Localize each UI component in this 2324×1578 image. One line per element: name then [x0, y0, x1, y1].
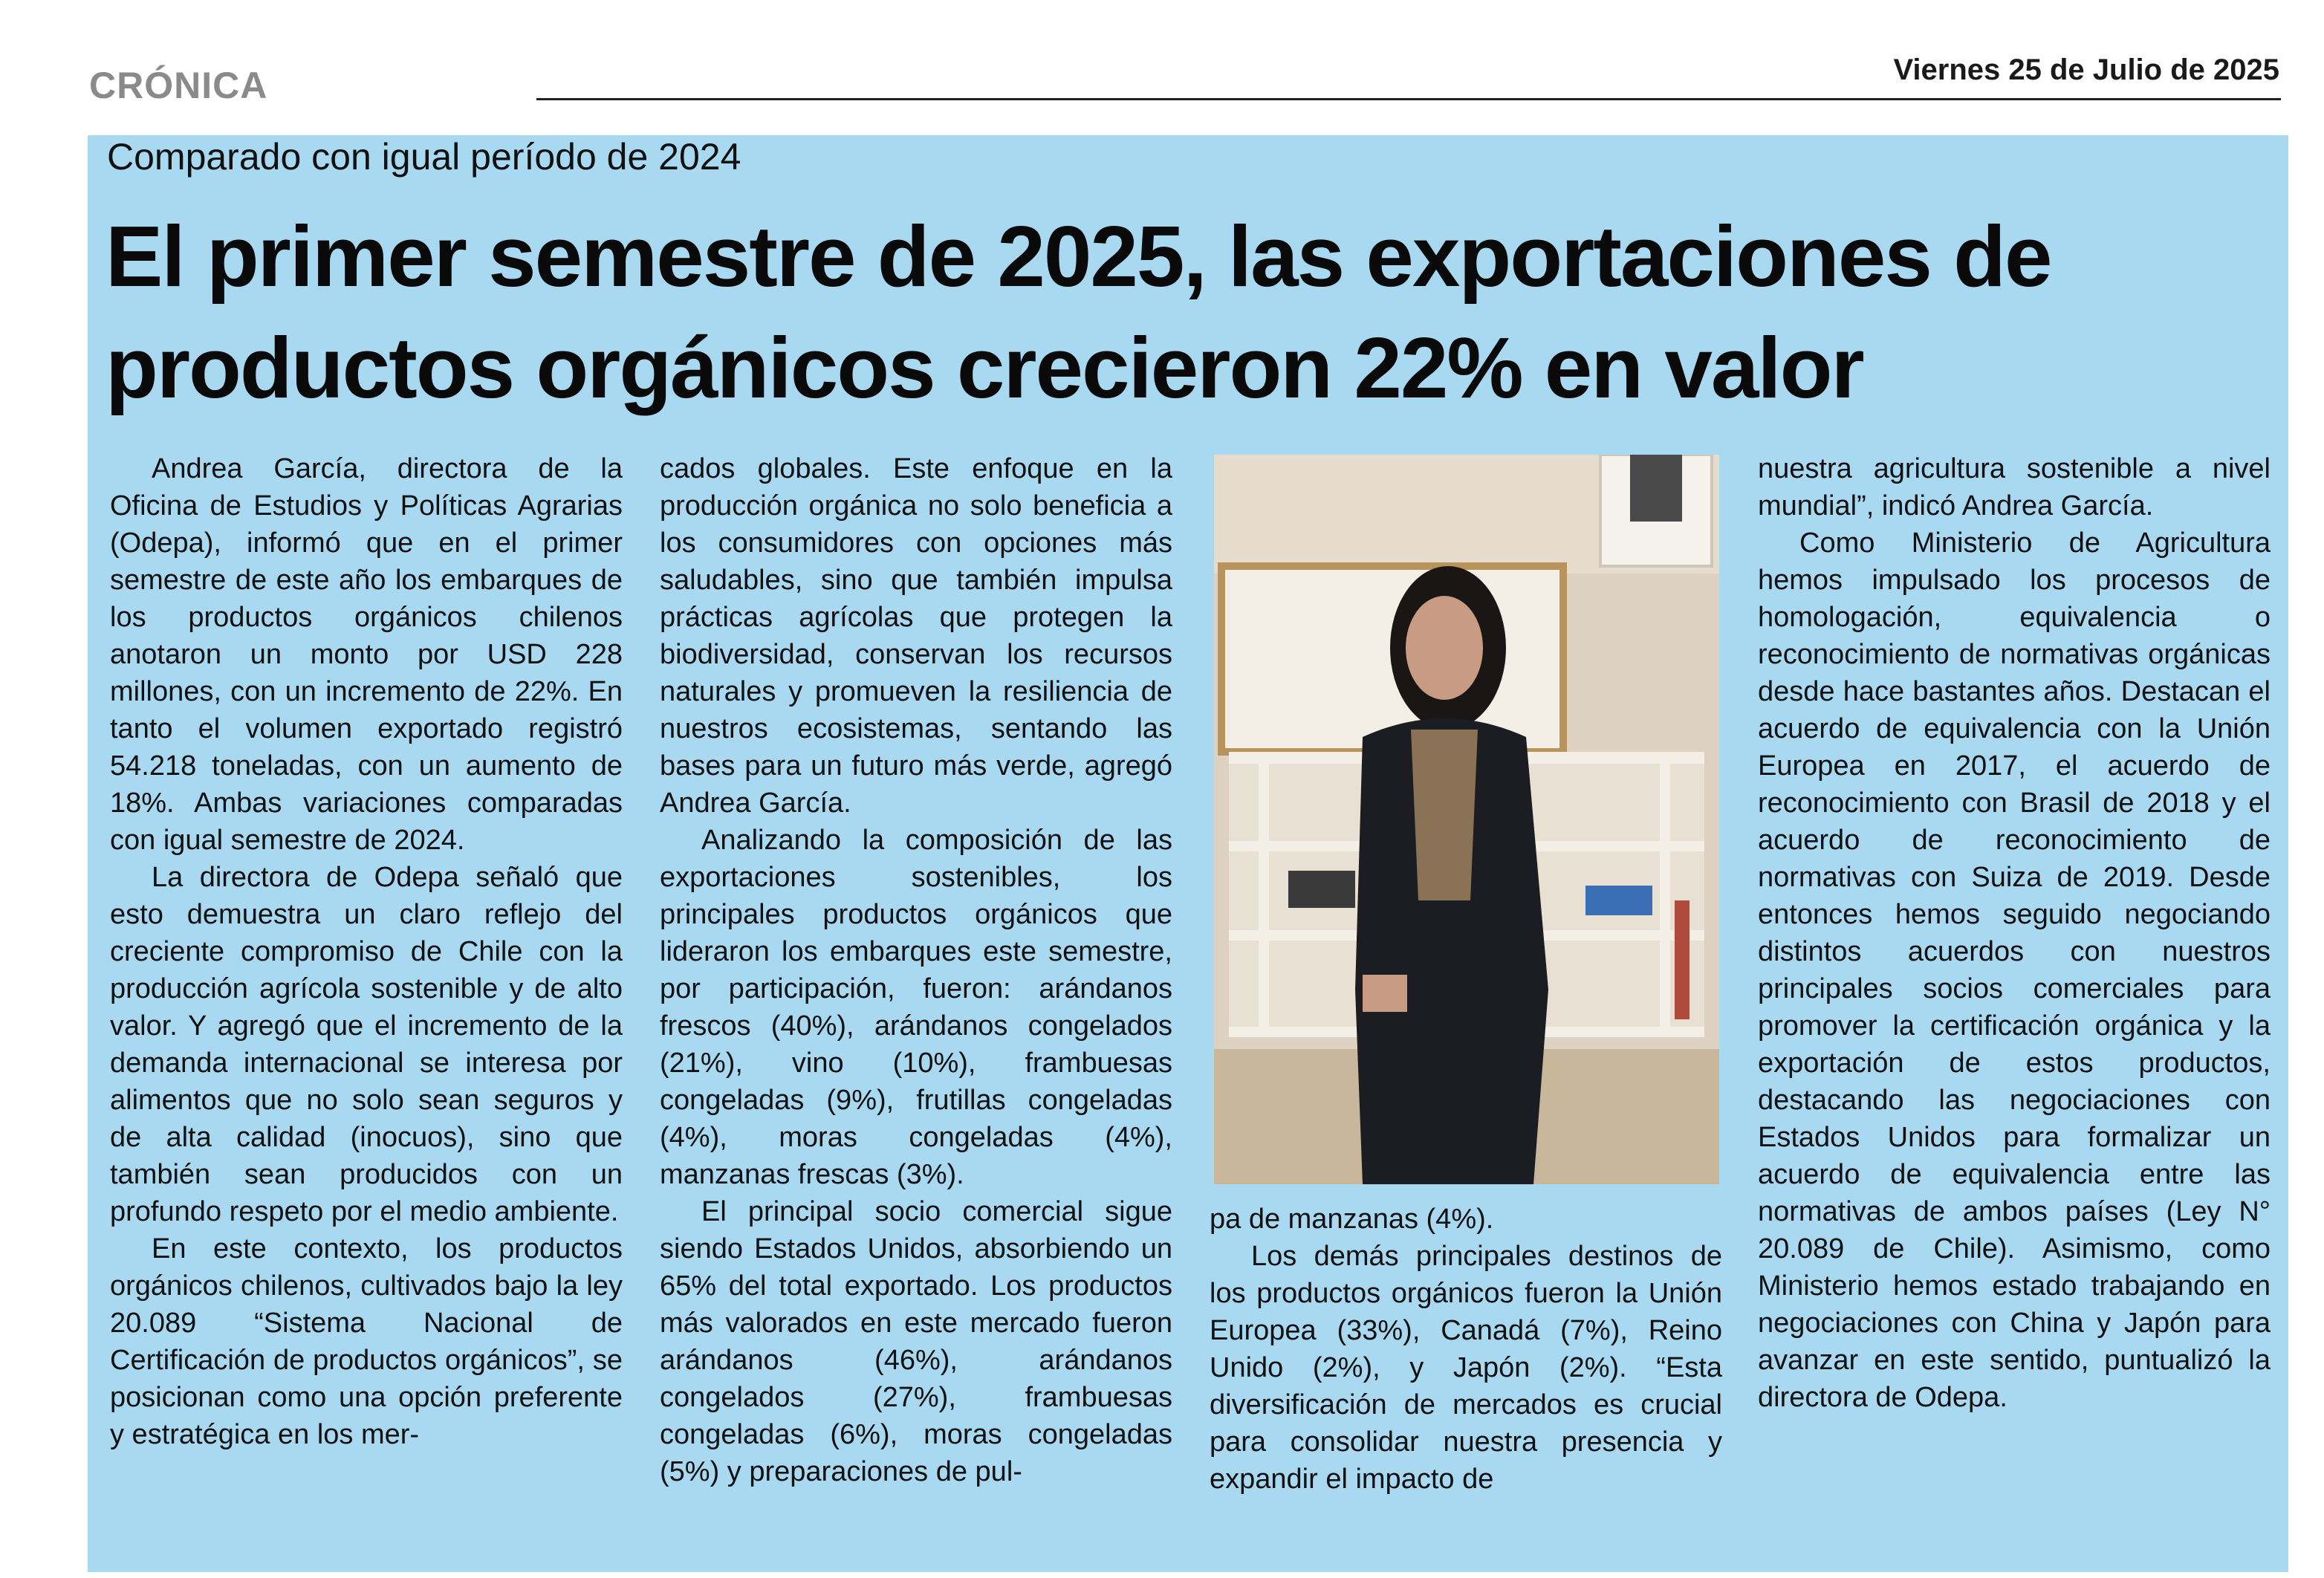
article-kicker: Comparado con igual período de 2024	[107, 136, 741, 178]
col2-paragraph-3: El principal socio comercial sigue siendo Estados Unidos, absorbiendo un 65% del total exportado. Los productos más valorados en este mercado fueron arándanos (46%), arándanos congelados (27%), frambuesas congeladas (6%), moras congeladas (5%) y preparaciones de pul-	[660, 1196, 1172, 1487]
col2-paragraph-2: Analizando la composición de las exportaciones sostenibles, los principales productos orgánicos que lideraron los embarques este semestre, por participación, fueron: arándanos frescos (40%), arándanos congelados (21%), vino (10%), frambuesas congeladas (9%), frutillas congeladas (4%), moras congeladas (4%), manzanas frescas (3%).	[660, 825, 1172, 1190]
column-2	[660, 450, 1172, 1490]
col1-paragraph-2: La directora de Odepa señaló que esto demuestra un claro reflejo del creciente compromiso de Chile con la producción agrícola sostenible y de alto valor. Y agregó que el incremento de la demanda internacional se interesa por alimentos que no solo sean seguros y de alta calidad (inocuos), sino que también sean producidos con un profundo respeto por el medio ambiente.	[110, 862, 623, 1227]
col2-paragraph-1: cados globales. Este enfoque en la producción orgánica no solo beneficia a los consumidores con opciones más saludables, sino que también impulsa prácticas agrícolas que protegen la biodiversidad, conservan los recursos naturales y promueven la resiliencia de nuestros ecosistemas, sentando las bases para un futuro más verde, agregó Andrea García.	[660, 453, 1172, 819]
col4-paragraph-1: nuestra agricultura sostenible a nivel mundial”, indicó Andrea García.	[1758, 453, 2271, 522]
headline-line-1: El primer semestre de 2025, las exportaciones de	[106, 208, 2051, 305]
header-rule	[536, 98, 2281, 100]
headline-line-2: productos orgánicos crecieron 22% en valor	[106, 319, 1863, 416]
section-label: CRÓNICA	[89, 65, 268, 106]
column-3	[1210, 1201, 1722, 1498]
col1-paragraph-1: Andrea García, directora de la Oficina de Estudios y Políticas Agrarias (Odepa), informó que en el primer semestre de este año los embarques de los productos orgánicos chilenos anotaron un monto por USD 228 millones, con un incremento de 22%. En tanto el volumen exportado registró 54.218 toneladas, con un aumento de 18%. Ambas variaciones comparadas con igual semestre de 2024.	[110, 453, 623, 856]
article-photo	[1214, 455, 1719, 1184]
col1-paragraph-3: En este contexto, los productos orgánicos chilenos, cultivados bajo la ley 20.089 “Sistema Nacional de Certificación de productos orgánicos”, se posicionan como una opción preferente y estratégica en los mer-	[110, 1233, 623, 1450]
article-headline	[106, 201, 2260, 423]
col4-paragraph-2: Como Ministerio de Agricultura hemos impulsado los procesos de homologación, equivalencia o reconocimiento de normativas orgánicas desde hace bastantes años. Destacan el acuerdo de equivalencia con la Unión Europea en 2017, el acuerdo de reconocimiento con Brasil de 2018 y el acuerdo de reconocimiento de normativas con Suiza de 2019. Desde entonces hemos seguido negociando distintos acuerdos con nuestros principales socios comerciales para promover la certificación orgánica y la exportación de estos productos, destacando las negociaciones con Estados Unidos para formalizar un acuerdo de equivalencia entre las normativas de ambos países (Ley N° 20.089 de Chile). Asimismo, como Ministerio hemos estado trabajando en negociaciones con China y Japón para avanzar en este sentido, puntualizó la directora de Odepa.	[1758, 527, 2271, 1413]
col3-paragraph-2: Los demás principales destinos de los productos orgánicos fueron la Unión Europea (33%), Canadá (7%), Reino Unido (2%), y Japón (2%). “Esta diversificación de mercados es crucial para consolidar nuestra presencia y expandir el impacto de	[1210, 1241, 1722, 1495]
date-line: Viernes 25 de Julio de 2025	[1893, 53, 2279, 86]
col3-paragraph-1: pa de manzanas (4%).	[1210, 1204, 1494, 1235]
column-1	[110, 450, 623, 1453]
column-4	[1758, 450, 2271, 1416]
